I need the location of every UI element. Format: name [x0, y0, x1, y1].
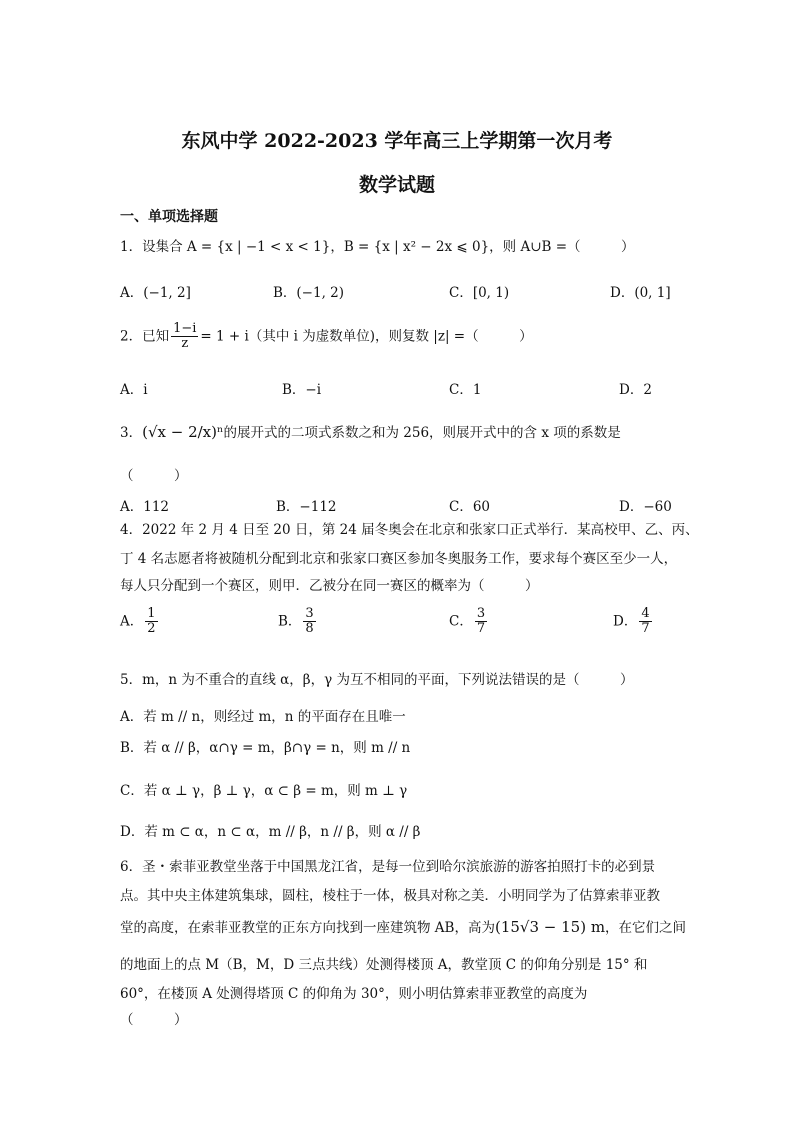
q2-fraction-num: 1−i [173, 321, 197, 336]
q2-option-a: A．i [120, 382, 148, 398]
q2-option-b: B．−i [282, 382, 322, 398]
q4-option-c-num: 3 [476, 606, 486, 621]
q4-line-1: 4．2022 年 2 月 4 日至 20 日，第 24 届冬奥会在北京和张家口正式举行．某高校甲、乙、丙、 [120, 522, 699, 538]
q2-post: = 1 + i（其中 i 为虚数单位)，则复数 |z| =（ ） [200, 328, 533, 345]
q2-fraction [171, 322, 198, 352]
q6-line-3b: ，在它们之间 [605, 920, 687, 936]
q4-option-d-fraction [639, 607, 651, 637]
q2-pre: 2．已知 [120, 328, 170, 345]
q3-expression: (√x − 2/x)ⁿ [142, 423, 224, 441]
q1-stem: 1．设集合 A = {x | −1 < x < 1}，B = {x | x² − 2x ⩽ 0}，则 A∪B =（ ） [120, 239, 635, 255]
section-heading: 一、单项选择题 [120, 209, 218, 225]
exam-title: 东风中学 2022-2023 学年高三上学期第一次月考 [181, 130, 613, 152]
q1-option-c: C．[0, 1) [449, 285, 510, 301]
q4-option-a-fraction [145, 607, 157, 637]
q5-option-d: D．若 m ⊂ α，n ⊂ α，m // β，n // β，则 α // β [120, 824, 421, 840]
q3-text: 的展开式的二项式系数之和为 256，则展开式中的含 x 项的系数是 [223, 425, 621, 441]
q3-paren: （ ） [120, 468, 188, 484]
q4-option-c-den: 7 [476, 621, 486, 637]
q4-line-2: 丁 4 名志愿者将被随机分配到北京和张家口赛区参加冬奥服务工作，要求每个赛区至少一人， [120, 551, 678, 567]
q6-line-3 [120, 917, 686, 938]
q4-option-b [278, 607, 318, 637]
q3-option-c: C．60 [449, 499, 491, 515]
q4-option-b-fraction [303, 607, 315, 637]
q4-option-a [120, 607, 160, 637]
q4-option-d-label: D． [613, 613, 638, 630]
q6-line-5: 60°，在楼顶 A 处测得塔顶 C 的仰角为 30°，则小明估算索菲亚教堂的高度为 [120, 986, 588, 1002]
q2-option-c: C．1 [449, 382, 482, 398]
q2-stem [120, 322, 533, 352]
q3-option-d: D．−60 [619, 499, 672, 515]
q4-option-d-num: 4 [641, 606, 650, 621]
q5-option-c: C．若 α ⊥ γ，β ⊥ γ，α ⊂ β = m，则 m ⊥ γ [120, 783, 408, 799]
q2-fraction-den: z [181, 336, 189, 352]
q4-option-c-fraction [475, 607, 487, 637]
q5-stem: 5．m，n 为不重合的直线 α，β，γ 为互不相同的平面，下列说法错误的是（ ） [120, 672, 634, 688]
q4-option-a-label: A． [120, 613, 144, 630]
q5-option-a: A．若 m // n，则经过 m，n 的平面存在且唯一 [120, 709, 406, 725]
q1-option-b: B．(−1, 2) [273, 285, 345, 301]
q6-height-expression: (15√3 − 15) m [494, 918, 606, 936]
q4-option-a-den: 2 [147, 621, 156, 637]
q4-option-d [613, 607, 654, 637]
q4-option-d-den: 7 [641, 621, 650, 637]
q6-line-2: 点。其中央主体建筑集球，圆柱，棱柱于一体，极具对称之美．小明同学为了估算索菲亚教 [120, 888, 660, 904]
q6-line-1: 6．圣・索菲亚教堂坐落于中国黑龙江省，是每一位到哈尔滨旅游的游客拍照打卡的必到景 [120, 859, 656, 875]
q3-stem [120, 422, 621, 443]
q6-line-6: （ ） [120, 1012, 188, 1028]
q4-option-b-num: 3 [305, 606, 314, 621]
q4-option-b-den: 8 [305, 621, 314, 637]
q4-option-c-label: C． [449, 613, 473, 630]
q1-option-a: A．(−1, 2] [120, 285, 191, 301]
q3-option-b: B．−112 [276, 499, 337, 515]
exam-subtitle: 数学试题 [358, 174, 435, 196]
q4-option-c [449, 607, 489, 637]
q6-line-4: 的地面上的点 M（B，M，D 三点共线）处测得楼顶 A，教堂顶 C 的仰角分别是 15° 和 [120, 957, 648, 973]
q2-option-d: D．2 [619, 382, 652, 398]
q4-option-b-label: B． [278, 613, 302, 630]
q4-line-3: 每人只分配到一个赛区，则甲．乙被分在同一赛区的概率为（ ） [120, 578, 539, 594]
q6-line-3a: 堂的高度，在索菲亚教堂的正东方向找到一座建筑物 AB，高为 [120, 920, 495, 936]
q3-pre: 3． [120, 425, 143, 441]
q1-option-d: D．(0, 1] [610, 285, 671, 301]
q5-option-b: B．若 α // β，α∩γ = m，β∩γ = n，则 m // n [120, 740, 411, 756]
q4-option-a-num: 1 [147, 606, 156, 621]
q3-option-a: A．112 [120, 499, 170, 515]
